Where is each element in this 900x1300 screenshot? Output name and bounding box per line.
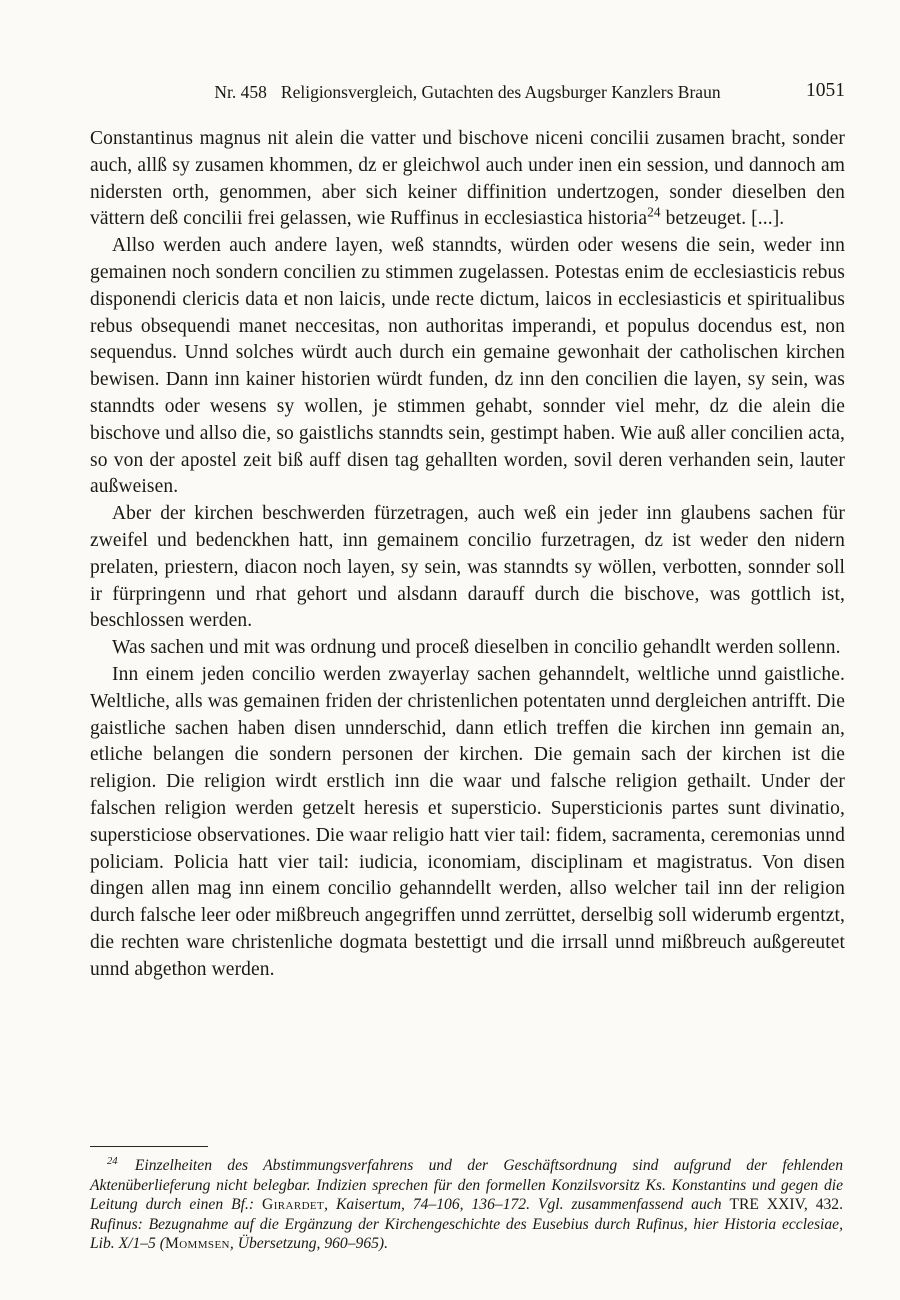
paragraph-2: Allso werden auch andere layen, weß stanndts, würden oder wesens die sein, weder inn gemainen noch sondern concilien zu stimmen zugelassen. Potestas enim de ecclesiasticis rebus disponendi clericis data et non laicis, unde recte dictum, laicos in ecclesiasticis et spiritualibus rebus obsequendi manet neccesitas, non authoritas imperandi, et populus docendus est, non sequendus. Unnd solches würdt auch durch ein gemaine gewonhait der catholischen kirchen bewisen. Dann inn kainer historien würdt funden, dz inn den concilien die layen, sy sein, was stanndts oder wesens sy wollen, je stimmen gehabt, sonnder viel mehr, dz die alein die bischove und allso die, so gaistlichs stanndts sein, gestimpt haben. Wie auß aller concilien acta, so von der apostel zeit biß auff disen tag gehallten worden, sovil deren verhanden sein, lauter außweisen.: [90, 235, 845, 498]
page-number: 1051: [806, 80, 845, 101]
footnote-segment: , Übersetzung, 960–965).: [229, 1235, 388, 1253]
main-text-block: [90, 126, 845, 984]
footnote-segment: Mommsen: [164, 1235, 230, 1253]
running-title: Religionsvergleich, Gutachten des Augsburger Kanzlers Braun: [280, 82, 721, 102]
running-header-title: [90, 80, 845, 104]
footnote-segment: , Kaisertum, 74–106, 136–172. Vgl. zusammenfassend auch: [324, 1196, 730, 1214]
paragraph-1: [90, 126, 845, 233]
paragraph-5: Inn einem jeden concilio werden zwayerlay sachen gehanndelt, weltliche unnd gaistliche. Weltliche, alls was gemainen friden der christenlichen potentaten unnd dergleichen antrifft. Die gaistliche sachen haben disen unnderschid, dann etlich treffen die kirchen inn gemain an, etliche belangen die sondern personen der kirchen. Die gemain sach der kirchen ist die religion. Die religion wirdt erstlich inn die waar und falsche religion gethailt. Under der falschen religion werden getzelt heresis et supersticio. Supersticionis partes sunt divinatio, supersticiose observationes. Die waar religio hatt vier tail: fidem, sacramenta, ceremonias unnd policiam. Policia hatt vier tail: iudicia, iconomiam, disciplinam et magistratus. Von disen dingen allen mag inn einem concilio gehanndellt werden, allso welcher tail inn der religion durch falsche leer oder mißbreuch angegriffen unnd zerrüttet, derselbig soll widerumb ergentzt, die rechten ware christenliche dogmata bestettigt und die irrsall unnd mißbreuch außgereutet unnd abgethon werden.: [90, 663, 845, 980]
footnote-text: [90, 1157, 843, 1252]
footnote-reference-24: 24: [647, 204, 661, 220]
footnote-segment: Girardet: [262, 1196, 325, 1214]
footnote-marker: 24: [107, 1155, 118, 1167]
running-header: [90, 80, 845, 104]
paragraph-1-text-after: betzeuget. [...].: [660, 208, 785, 230]
paragraph-3: Aber der kirchen beschwerden fürzetragen, auch weß ein jeder inn glaubens sachen für zweifel und bedenckhen hatt, inn gemainem concilio furzetragen, dz ist weder den nidern prelaten, priestern, diacon noch layen, sy sein, was stanndts sy wöllen, verbotten, sonnder soll ir fürpringenn und rhat gehort und alsdann darauff durch die bischove, was gottlich ist, beschlossen werden.: [90, 503, 845, 632]
footnote-segment: Einzelheiten des Abstimmungsverfahrens und der Geschäftsordnung sind aufgrund der fehlenden Aktenüberlieferung nicht belegbar. Indizien sprechen für den formellen Konzilsvorsitz Ks. Konstantins und gegen die Leitung durch einen Bf.:: [90, 1157, 843, 1214]
paragraph-1-text: Constantinus magnus nit alein die vatter und bischove niceni concilii zusamen bracht, sonder auch, allß sy zusamen khommen, dz er gleichwol auch under inen ein session, und dannoch am nidersten orth, genommen, aber sich keiner diffinition undertzogen, sonder dieselben den vättern deß concilii frei gelassen, wie Ruffinus in ecclesiastica historia: [90, 128, 845, 230]
footnote-segment: Rufinus: Bezugnahme auf die Ergänzung der Kirchengeschichte des Eusebius durch Rufinus, hier Historia ecclesiae, Lib. X/1–5 (: [90, 1215, 843, 1253]
footnote-separator-rule: [90, 1146, 208, 1147]
footnote-segment: TRE XXIV, 432.: [729, 1196, 844, 1214]
paragraph-4: Was sachen und mit was ordnung und proceß dieselben in concilio gehandlt werden sollenn.: [112, 637, 841, 659]
footnote-area: [90, 1146, 843, 1254]
footnote-24: [90, 1156, 843, 1254]
document-number: Nr. 458: [214, 82, 267, 102]
